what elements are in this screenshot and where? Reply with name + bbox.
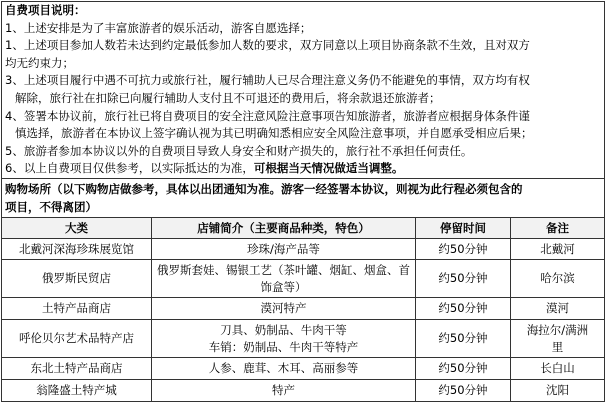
row-stay: 约50分钟 xyxy=(416,239,511,260)
row-stay: 约50分钟 xyxy=(416,298,511,320)
note-line: 海拉尔/满洲 xyxy=(526,322,589,337)
item-text: 签署本协议前，旅行社已将自费项目的安全注意风险注意事项告知旅游者，旅游者应根据身体条件谨 xyxy=(23,108,530,123)
note-line: 哈尔滨 xyxy=(540,271,575,285)
item-text: 旅游者参加本协议以外的自费项目导致人身安全和财产损失的，旅行社不承担任何责任。 xyxy=(23,143,473,158)
item-text: 以上自费项目仅供参考，以实际抵达的为准， xyxy=(23,161,254,176)
intro-line: 车销：奶制品、牛肉干等特产 xyxy=(208,339,359,354)
header-note: 备注 xyxy=(511,218,605,239)
intro-line: 珍珠/海产品等 xyxy=(247,241,320,256)
self-pay-item-5 xyxy=(5,143,601,161)
row-category: 呼伦贝尔艺术品特产店 xyxy=(2,320,152,358)
note-line: 漠河 xyxy=(546,301,569,315)
table-row xyxy=(2,380,605,402)
item-number: 3、 xyxy=(5,73,24,88)
note-line: 北戴河 xyxy=(540,241,575,256)
row-intro xyxy=(152,320,416,358)
note-line: 长白山 xyxy=(540,361,575,375)
shopping-intro-line-1: 购物场所（以下购物店做参考，具体以出团通知为准。游客一经签署本协议，则视为此行程必须包含的 xyxy=(5,182,523,196)
header-stay: 停留时间 xyxy=(416,218,511,239)
item-number: 6、 xyxy=(5,161,24,176)
row-intro xyxy=(152,380,416,402)
row-note xyxy=(511,239,605,260)
intro-line: 漠河特产 xyxy=(260,301,307,315)
self-pay-item-2-cont: 均无约束力； xyxy=(5,55,74,70)
item-number: 4、 xyxy=(5,108,24,123)
header-intro: 店铺简介（主要商品种类，特色） xyxy=(152,218,416,239)
self-pay-item-1 xyxy=(5,20,601,38)
intro-line: 特产 xyxy=(272,383,295,397)
row-stay: 约50分钟 xyxy=(416,380,511,402)
intro-line: 俄罗斯套娃、锡银工艺（茶叶罐、烟缸、烟盒、首 xyxy=(157,262,410,277)
item-text: 上述项目履行中遇不可抗力或旅行社，履行辅助人已尽合理注意义务仍不能避免的事情，双方均有权 xyxy=(23,73,530,88)
table-header-row xyxy=(2,218,605,239)
self-pay-item-6 xyxy=(5,160,601,178)
row-category: 东北土特产品商店 xyxy=(2,358,152,380)
row-intro xyxy=(152,239,416,260)
self-pay-title: 自费项目说明： xyxy=(5,3,86,18)
self-pay-item-3-cont: 解除，旅行社在扣除已向履行辅助人支付且不可退还的费用后，将余款退还旅游者； xyxy=(15,91,441,105)
note-line: 沈阳 xyxy=(546,383,569,397)
table-row xyxy=(2,320,605,358)
self-pay-notes-section xyxy=(2,2,605,179)
item-number: 5、 xyxy=(5,143,24,158)
self-pay-item-3 xyxy=(5,72,601,90)
row-note xyxy=(511,260,605,298)
intro-line: 人参、鹿茸、木耳、高丽参等 xyxy=(208,361,359,375)
row-category: 北戴河深海珍珠展览馆 xyxy=(2,239,152,260)
row-stay: 约50分钟 xyxy=(416,358,511,380)
table-row xyxy=(2,298,605,320)
table-row xyxy=(2,239,605,260)
self-pay-item-4-cont: 慎选择，旅游者在本协议上签字确认视为其已明确知悉相应安全风险注意事项，并自愿承受相应后果； xyxy=(15,126,533,141)
table-row xyxy=(2,358,605,380)
header-category: 大类 xyxy=(2,218,152,239)
row-category: 俄罗斯民贸店 xyxy=(2,260,152,298)
row-note xyxy=(511,358,605,380)
note-line: 里 xyxy=(551,339,564,354)
row-note xyxy=(511,298,605,320)
self-pay-item-4 xyxy=(5,108,601,126)
row-note xyxy=(511,380,605,402)
row-stay: 约50分钟 xyxy=(416,260,511,298)
item-number: 1、 xyxy=(5,20,24,35)
agreement-table xyxy=(1,1,605,402)
shopping-intro xyxy=(2,179,605,218)
intro-line: 刀具、奶制品、牛肉干等 xyxy=(220,322,347,337)
row-intro xyxy=(152,358,416,380)
row-category: 翁隆盛土特产城 xyxy=(2,380,152,402)
item-number: 1、 xyxy=(5,38,24,53)
table-row xyxy=(2,260,605,298)
item-text: 上述项目参加人数若未达到约定最低参加人数的要求，双方同意以上项目协商条款不生效，且对双方 xyxy=(23,38,530,53)
intro-line: 饰盒等） xyxy=(260,279,307,294)
row-intro xyxy=(152,260,416,298)
row-stay: 约50分钟 xyxy=(416,320,511,358)
row-note xyxy=(511,320,605,358)
row-intro xyxy=(152,298,416,320)
item-text: 上述安排是为了丰富旅游者的娱乐活动，游客自愿选择； xyxy=(23,20,312,35)
adjust-note: 可根据当天情况做适当调整。 xyxy=(253,161,404,176)
shopping-intro-line-2: 项目，不得离团） xyxy=(5,200,97,214)
self-pay-item-2 xyxy=(5,37,601,55)
row-category: 土特产品商店 xyxy=(2,298,152,320)
